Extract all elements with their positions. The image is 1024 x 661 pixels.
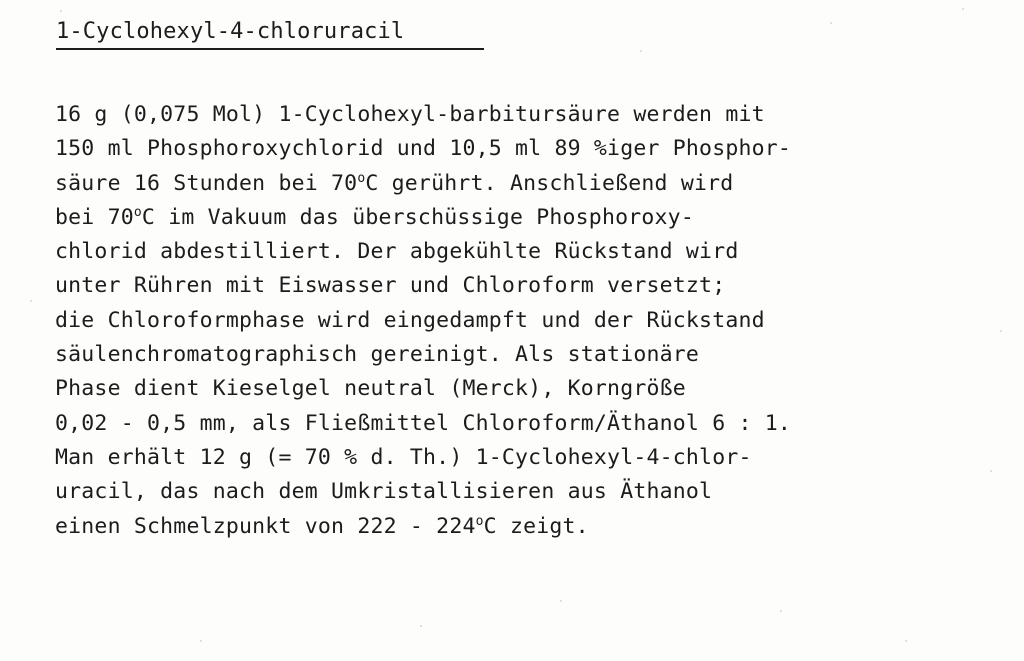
document-body [55,98,791,544]
scan-speck [905,640,907,642]
body-line: uracil, das nach dem Umkristallisieren aus Äthanol [55,479,713,505]
document-title: 1-Cyclohexyl-4-chloruracil [56,19,405,44]
body-line: 150 ml Phosphoroxychlorid und 10,5 ml 89 %iger Phosphor- [55,136,792,162]
scan-speck [990,470,992,472]
body-line: chlorid abdestilliert. Der abgekühlte Rückstand wird [55,239,739,265]
scan-speck [780,610,782,612]
scan-speck [560,600,562,602]
scan-speck [200,640,202,642]
scan-speck [830,22,832,24]
scan-speck [30,300,32,302]
body-line: 0,02 - 0,5 mm, als Fließmittel Chloroform/Äthanol 6 : 1. [55,410,792,436]
body-line: säure 16 Stunden bei 70$^o$C gerührt. Anschließend wird [55,170,734,196]
scan-speck [962,8,964,10]
body-line: einen Schmelzpunkt von 222 - 224$^o$C zeigt. [55,513,589,539]
degree-sign: o [357,170,366,186]
body-line: säulenchromatographisch gereinigt. Als stationäre [55,342,700,368]
body-line: bei 70$^o$C im Vakuum das überschüssige Phosphoroxy- [55,204,694,230]
degree-sign: o [133,204,142,220]
title-underline [56,48,484,50]
scan-speck [1000,330,1002,332]
body-line: die Chloroformphase wird eingedampft und der Rückstand [55,307,765,333]
body-line: unter Rühren mit Eiswasser und Chloroform versetzt; [55,273,726,299]
body-line: Phase dient Kieselgel neutral (Merck), Korngröße [55,376,686,402]
scan-speck [640,50,642,52]
degree-sign: o [475,513,484,529]
scan-speck [420,625,422,627]
body-line: Man erhält 12 g (= 70 % d. Th.) 1-Cyclohexyl-4-chlor- [55,444,752,470]
body-line: 16 g (0,075 Mol) 1-Cyclohexyl-barbitursäure werden mit [55,102,765,127]
scan-speck [60,10,62,12]
